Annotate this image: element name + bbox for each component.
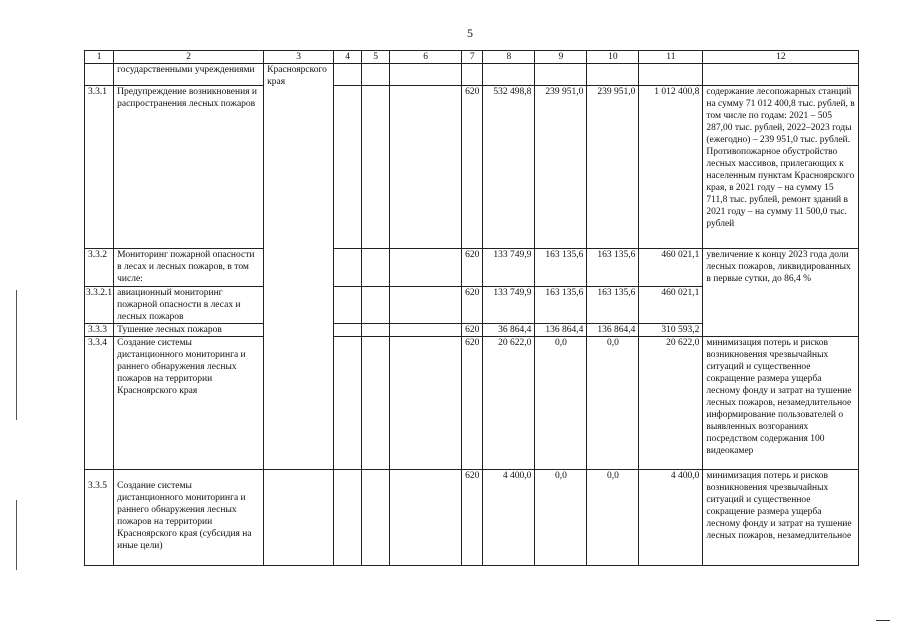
- table-row: [85, 337, 859, 470]
- row-total: 460 021,1: [639, 287, 703, 324]
- row-executor: Красноярского края: [264, 64, 334, 470]
- row-2022: 239 951,0: [535, 86, 587, 249]
- row-name: Тушение лесных пожаров: [114, 324, 264, 337]
- row-2021: 133 749,9: [483, 287, 535, 324]
- col-header-6: 6: [390, 51, 462, 64]
- row-2023: 0,0: [587, 470, 639, 566]
- col-header-12: 12: [703, 51, 859, 64]
- row-id: 3.3.1: [85, 86, 114, 249]
- row-kvr: 620: [462, 337, 483, 470]
- row-2022: 163 135,6: [535, 249, 587, 287]
- row-total: 1 012 400,8: [639, 86, 703, 249]
- row-name: Создание системы дистанционного мониторинга и раннего обнаружения лесных пожаров на территории Красноярского края (субсидия на иные цели): [114, 470, 264, 566]
- row-result: содержание лесопожарных станций на сумму 71 012 400,8 тыс. рублей, в том числе по годам: 2021 – 505 287,00 тыс. рублей, 2022–2023 годы (ежегодно) – 239 951,0 тыс. рублей. Противопожарное обустройство лесных массивов, прилегающих к населенным пунктам Красноярского края, в 2021 году – на сумму 15 711,8 тыс. рублей, ремонт зданий в 2021 году – на сумму 11 500,0 тыс. рублей: [703, 86, 859, 249]
- row-id: 3.3.2: [85, 249, 114, 287]
- table-row: [85, 86, 859, 249]
- row-kvr: 620: [462, 287, 483, 324]
- row-2022: 163 135,6: [535, 287, 587, 324]
- row-2022: 136 864,4: [535, 324, 587, 337]
- row-kvr: 620: [462, 86, 483, 249]
- page-number: 5: [467, 26, 473, 40]
- row-2021: 133 749,9: [483, 249, 535, 287]
- row-2023: 163 135,6: [587, 287, 639, 324]
- row-id: 3.3.2.1: [85, 287, 114, 324]
- table-row: [85, 470, 859, 566]
- row-total: 460 021,1: [639, 249, 703, 287]
- margin-mark: [16, 290, 17, 420]
- row-total: 20 622,0: [639, 337, 703, 470]
- row-total: 310 593,2: [639, 324, 703, 337]
- row-kvr: 620: [462, 324, 483, 337]
- col-header-7: 7: [462, 51, 483, 64]
- measures-table: [84, 50, 859, 566]
- col-header-1: 1: [85, 51, 114, 64]
- col-header-5: 5: [362, 51, 390, 64]
- row-id: 3.3.5: [85, 470, 114, 566]
- row-result: минимизация потерь и рисков возникновения чрезвычайных ситуаций и существенное сокращение размера ущерба лесному фонду и затрат на тушение лесных пожаров, незамедлительное информирование пользователей о выявленных возгораниях посредством содержания 100 видеокамер: [703, 337, 859, 470]
- row-2021: 36 864,4: [483, 324, 535, 337]
- col-header-9: 9: [535, 51, 587, 64]
- row-name: государственными учреждениями: [114, 64, 264, 86]
- margin-mark-lower: [16, 500, 17, 570]
- row-2023: 239 951,0: [587, 86, 639, 249]
- row-name: Мониторинг пожарной опасности в лесах и лесных пожаров, в том числе:: [114, 249, 264, 287]
- col-header-11: 11: [639, 51, 703, 64]
- column-number-row: [85, 51, 859, 64]
- row-name: авиационный мониторинг пожарной опасности в лесах и лесных пожаров: [114, 287, 264, 324]
- row-2021: 20 622,0: [483, 337, 535, 470]
- row-id: 3.3.3: [85, 324, 114, 337]
- row-2022: 0,0: [535, 470, 587, 566]
- table-row: [85, 64, 859, 86]
- col-header-3: 3: [264, 51, 334, 64]
- row-kvr: 620: [462, 249, 483, 287]
- row-id: 3.3.4: [85, 337, 114, 470]
- row-total: 4 400,0: [639, 470, 703, 566]
- table-row: [85, 249, 859, 287]
- col-header-2: 2: [114, 51, 264, 64]
- page-mark: [876, 620, 890, 621]
- row-2021: 4 400,0: [483, 470, 535, 566]
- row-result: увеличение к концу 2023 года доли лесных пожаров, ликвидированных в первые сутки, до 86,4 %: [703, 249, 859, 337]
- row-result: минимизация потерь и рисков возникновения чрезвычайных ситуаций и существенное сокращение размера ущерба лесному фонду и затрат на тушение лесных пожаров, незамедлительное: [703, 470, 859, 566]
- row-kvr: 620: [462, 470, 483, 566]
- row-2023: 136 864,4: [587, 324, 639, 337]
- row-name: Предупреждение возникновения и распространения лесных пожаров: [114, 86, 264, 249]
- row-2021: 532 498,8: [483, 86, 535, 249]
- col-header-10: 10: [587, 51, 639, 64]
- row-2022: 0,0: [535, 337, 587, 470]
- row-name: Создание системы дистанционного мониторинга и раннего обнаружения лесных пожаров на территории Красноярского края: [114, 337, 264, 470]
- col-header-4: 4: [334, 51, 362, 64]
- col-header-8: 8: [483, 51, 535, 64]
- row-2023: 163 135,6: [587, 249, 639, 287]
- row-2023: 0,0: [587, 337, 639, 470]
